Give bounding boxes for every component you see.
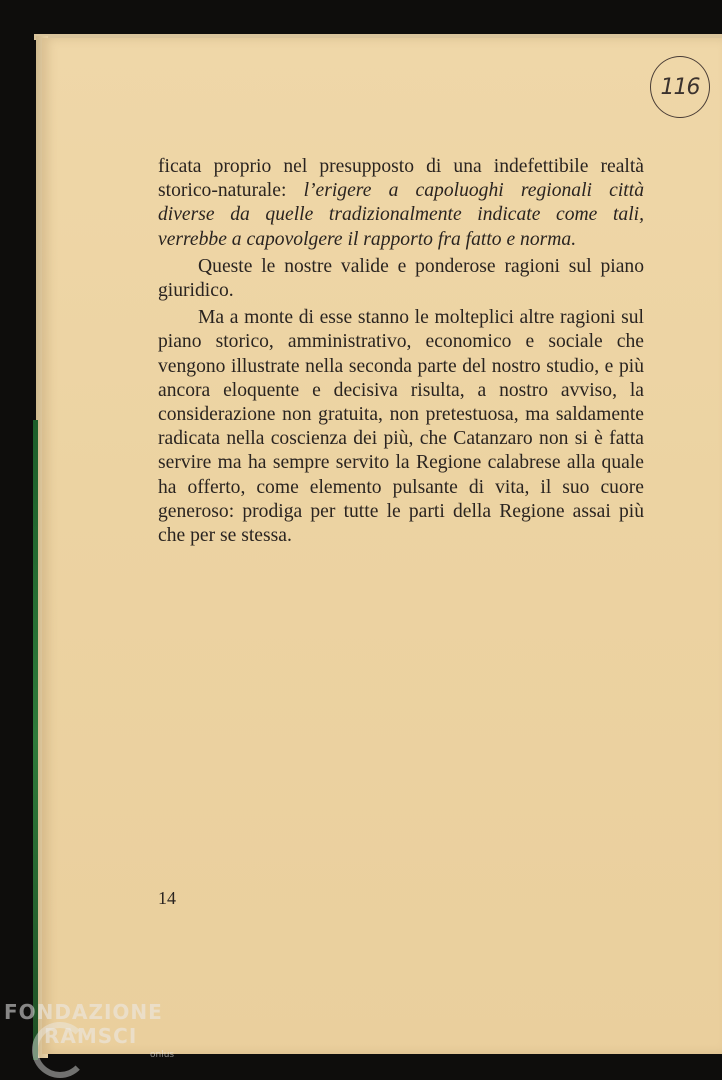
text-run: Queste le nostre valide e ponderose ragioni sul piano giuridico. xyxy=(158,255,644,302)
text-run: Ma a monte di esse stanno le molteplici altre ragioni sul piano storico, amministrativo, economico e sociale che vengono illustrate nella seconda parte del nostro studio, e più ancora eloquente e decisiva risulta, a nostro avviso, la considerazione non gratuita, non pretestuosa, ma saldamente radicata nella coscienza dei più, che Catanzaro non si è fatta servire ma ha sempre servito la Regione calabrese alla quale ha offerto, come elemento pulsante di vita, il suo cuore generoso: prodiga per tutte le parti della Regione assai più che per se stessa. xyxy=(158,307,644,547)
paragraph xyxy=(158,306,644,548)
page-number: 14 xyxy=(158,888,176,908)
watermark-line-2: RAMSCI xyxy=(44,1024,138,1048)
watermark-logo xyxy=(4,1000,184,1076)
text-run: ficata proprio nel presupposto di una indefettibile realtà storico-naturale: xyxy=(158,156,644,202)
body-text xyxy=(158,155,644,551)
binding-strip xyxy=(33,420,38,1060)
paragraph xyxy=(158,255,644,303)
watermark-line-1: FONDAZIONE xyxy=(4,1000,163,1024)
folio-stamp xyxy=(650,56,710,118)
paragraph xyxy=(158,155,644,252)
italic-run: l’erigere a capoluoghi regionali città diverse da quelle tradizionalmente indicate come tali, verrebbe a capovolgere il rapporto fra fatto e norma. xyxy=(158,180,644,250)
folio-number: 116 xyxy=(660,74,700,100)
watermark-line-3: onlus xyxy=(150,1050,175,1060)
